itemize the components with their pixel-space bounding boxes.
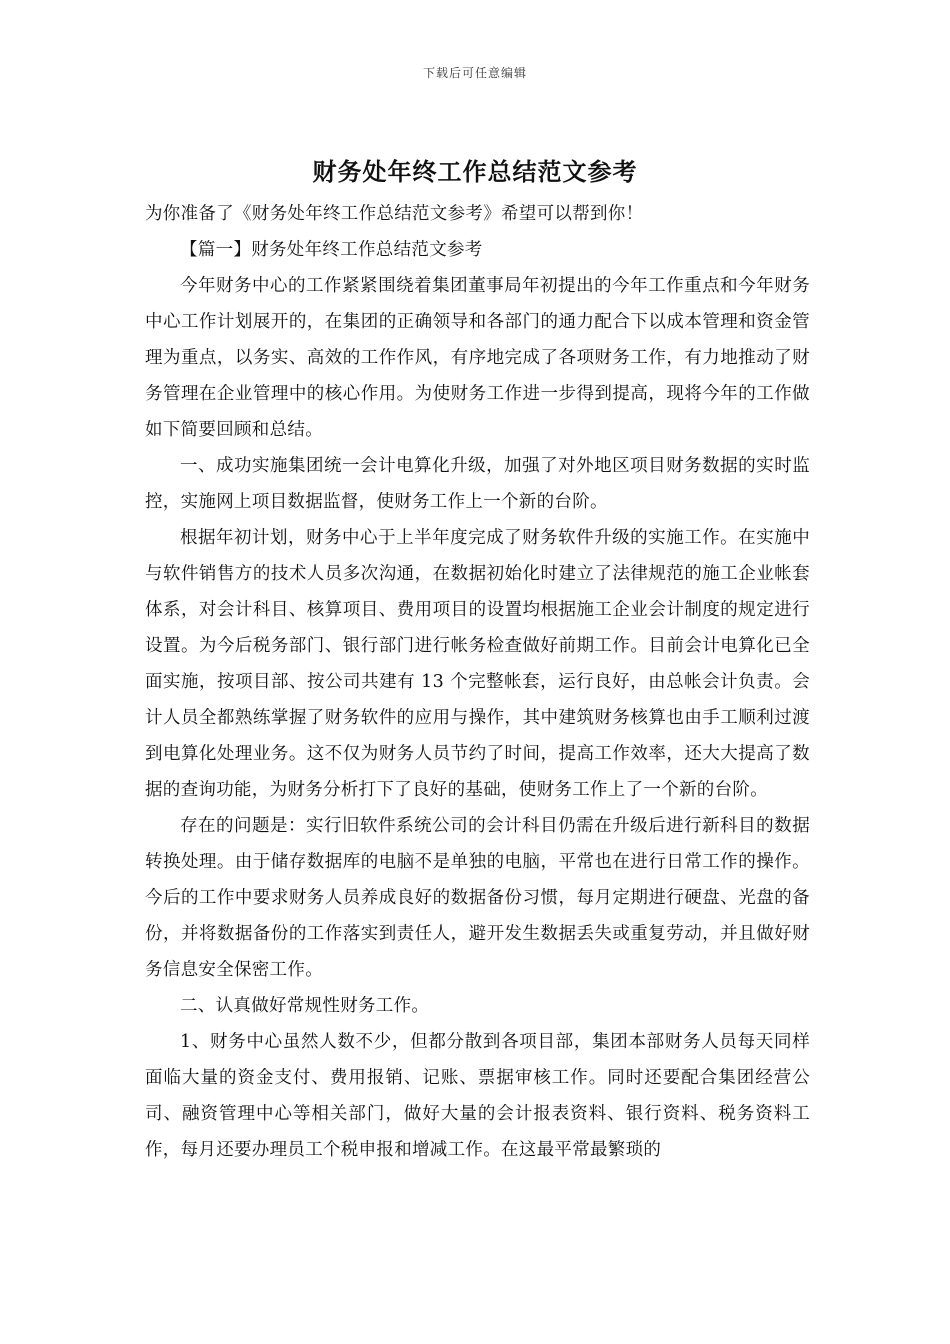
- body-paragraph: 根据年初计划，财务中心于上半年度完成了财务软件升级的实施工作。在实施中与软件销售方的技术人员多次沟通，在数据初始化时建立了法律规范的施工企业帐套体系，对会计科目、核算项目、费用项目的设置均根据施工企业会计制度的规定进行设置。为今后税务部门、银行部门进行帐务检查做好前期工作。目前会计电算化已全面实施，按项目部、按公司共建有 13 个完整帐套，运行良好，由总帐会计负责。会计人员全都熟练掌握了财务软件的应用与操作，其中建筑财务核算也由手工顺利过渡到电算化处理业务。这不仅为财务人员节约了时间，提高工作效率，还大大提高了数据的查询功能，为财务分析打下了良好的基础，使财务工作上了一个新的台阶。: [145, 528, 810, 800]
- body-paragraph: 1、财务中心虽然人数不少，但都分散到各项目部，集团本部财务人员每天同样面临大量的资金支付、费用报销、记账、票据审核工作。同时还要配合集团经营公司、融资管理中心等相关部门，做好大量的会计报表资料、银行资料、税务资料工作，每月还要办理员工个税申报和增减工作。在这最平常最繁琐的: [145, 1032, 810, 1160]
- body-paragraph: 一、成功实施集团统一会计电算化升级，加强了对外地区项目财务数据的实时监控，实施网上项目数据监督，使财务工作上一个新的台阶。: [145, 456, 810, 512]
- header-note: 下载后可任意编辑: [422, 66, 527, 80]
- section-heading: 【篇一】财务处年终工作总结范文参考: [180, 240, 483, 260]
- body-paragraph: 二、认真做好常规性财务工作。: [180, 996, 430, 1016]
- body-paragraph: 存在的问题是：实行旧软件系统公司的会计科目仍需在升级后进行新科目的数据转换处理。由于储存数据库的电脑不是单独的电脑，平常也在进行日常工作的操作。今后的工作中要求财务人员养成良好的数据备份习惯，每月定期进行硬盘、光盘的备份，并将数据备份的工作落实到责任人，避开发生数据丢失或重复劳动，并且做好财务信息安全保密工作。: [145, 816, 810, 980]
- intro-paragraph: 为你准备了《财务处年终工作总结范文参考》希望可以帮到你！: [145, 204, 644, 224]
- document-title: 财务处年终工作总结范文参考: [312, 157, 638, 186]
- document-body: [145, 196, 810, 1168]
- body-paragraph: 今年财务中心的工作紧紧围绕着集团董事局年初提出的今年工作重点和今年财务中心工作计划展开的，在集团的正确领导和各部门的通力配合下以成本管理和资金管理为重点，以务实、高效的工作作风，有序地完成了各项财务工作，有力地推动了财务管理在企业管理中的核心作用。为使财务工作进一步得到提高，现将今年的工作做如下简要回顾和总结。: [145, 276, 810, 440]
